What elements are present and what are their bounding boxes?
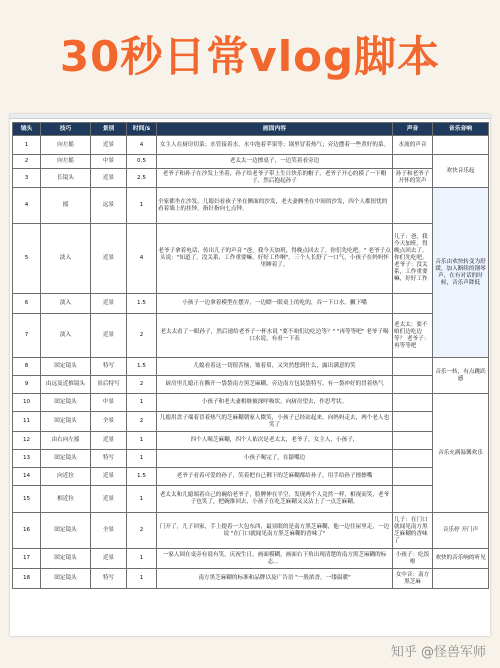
table-row <box>13 468 489 486</box>
content-cell: 儿媳用盘子端着冒着热气的芝麻糊朝家人微笑，小孩子已经站起来，向妈妈走去，两个老人也笑了 <box>157 412 393 432</box>
shot-cell: 13 <box>13 450 41 468</box>
content-cell: 老太太一边擦桌子，一边笑着看旁边 <box>157 155 393 169</box>
scale-cell: 全景 <box>91 412 127 432</box>
scale-cell: 近景 <box>91 294 127 314</box>
shot-cell: 2 <box>13 155 41 169</box>
table-row <box>13 224 489 294</box>
scale-cell: 中景 <box>91 155 127 169</box>
header-shot: 镜头 <box>13 123 41 136</box>
time-cell: 4 <box>127 136 157 155</box>
technique-cell: 长镜头 <box>41 169 91 188</box>
sound-cell <box>393 155 433 169</box>
content-cell: 老爷子拿着电话，传出儿子的声音 "爸，我今天加班，得晚点回去了，你们先吃吧。" 老爷子点头说："知道了，没关系，工作重要嘛，好好工作啊"，三个人长舒了一口气，小孩子在妈妈怀里睡着了。 <box>157 224 393 294</box>
sheet-toolbar <box>10 114 490 119</box>
content-cell: 全家都坐在沙发，儿媳妇看孩子坐在侧面的沙发，老夫妻俩坐在中间的沙发，四个人都扭忧的看着墙上的挂钟。指针指向七点钟。 <box>157 188 393 224</box>
header-content: 画面内容 <box>157 123 393 136</box>
technique-cell: 摇 <box>41 188 91 224</box>
scale-cell: 近景 <box>91 549 127 569</box>
shot-cell: 18 <box>13 569 41 589</box>
shot-cell: 5 <box>13 224 41 294</box>
sound-cell <box>393 358 433 376</box>
header-sound: 声音 <box>393 123 433 136</box>
music-cell: 音乐由欢快转变为舒缓，加入断续的钢琴声，在有对话的时候，音乐声降低 <box>433 188 489 358</box>
shot-cell: 6 <box>13 294 41 314</box>
time-cell: 2 <box>127 513 157 549</box>
time-cell: 1 <box>127 450 157 468</box>
time-cell: 1 <box>127 549 157 569</box>
sound-cell: 老太太：要不咱们边吃边等？ 老爷子：再等等吧 <box>393 314 433 358</box>
content-cell: 老太太和儿媳端着自己的碗给老爷子，脸脾伸在半空，发现两个人竟然一样，相视而笑，老爷子也笑了，把碗推回去，小孩子在吃芝麻糊又又沾上了一点芝麻糊。 <box>157 486 393 513</box>
sound-cell: 小孩子：吃饭啦 <box>393 549 433 569</box>
header-scale: 景别 <box>91 123 127 136</box>
table-row <box>13 169 489 188</box>
technique-cell: 固定镜头 <box>41 569 91 589</box>
technique-cell: 固定镜头 <box>41 394 91 412</box>
scale-cell: 近景 <box>91 224 127 294</box>
time-cell: 1 <box>127 486 157 513</box>
shot-cell: 16 <box>13 513 41 549</box>
content-cell: 厨房里儿媳正在撕开一袋袋南方黑芝麻糊，旁边南方包装袋特写，有一袋冲好的冒着热气 <box>157 376 393 394</box>
table-row <box>13 188 489 224</box>
sound-cell: 水流的声音 <box>393 136 433 155</box>
scale-cell: 近景 <box>91 169 127 188</box>
technique-cell: 淡入 <box>41 224 91 294</box>
technique-cell: 相近拉 <box>41 486 91 513</box>
content-cell: 小孩子一边拿着模型在摆弄，一边瞟一眼桌上的吃的，吞一下口水，撇下嘴 <box>157 294 393 314</box>
content-cell: 老爷子看着可爱的孙子，笑着把自己剩下的芝麻糊都给孙子，用手给孙子擦擦嘴 <box>157 468 393 486</box>
content-cell: 南方黑芝麻糊的标准和品牌以及广告语 "一股浓香，一缕温暖" <box>157 569 393 589</box>
table-row <box>13 412 489 432</box>
time-cell: 2.5 <box>127 169 157 188</box>
scale-cell: 近景 <box>91 314 127 358</box>
technique-cell: 固定镜头 <box>41 450 91 468</box>
time-cell: 1 <box>127 569 157 589</box>
header-time: 时间/s <box>127 123 157 136</box>
scale-cell: 景后特写 <box>91 376 127 394</box>
shot-cell: 3 <box>13 169 41 188</box>
technique-cell: 固定镜头 <box>41 549 91 569</box>
technique-cell: 淡入 <box>41 314 91 358</box>
shot-cell: 8 <box>13 358 41 376</box>
sound-cell: 女中音：南方黑芝麻 <box>393 569 433 589</box>
scale-cell: 特写 <box>91 450 127 468</box>
table-row <box>13 358 489 376</box>
music-cell <box>433 569 489 589</box>
shot-cell: 9 <box>13 376 41 394</box>
table-row <box>13 155 489 169</box>
technique-cell: 由远及近推镜头 <box>41 376 91 394</box>
header-technique: 技巧 <box>41 123 91 136</box>
sound-cell <box>393 188 433 224</box>
page-title: 30秒日常vlog脚本 <box>59 32 441 81</box>
shot-cell: 1 <box>13 136 41 155</box>
technique-cell: 固定镜头 <box>41 358 91 376</box>
time-cell: 1.5 <box>127 468 157 486</box>
content-cell: 儿媳看着这一切很苦恼，皱着眉，又突然想到什么，露出满意的笑 <box>157 358 393 376</box>
sound-cell: 儿子：在门口就闻见南方黑芝麻糊的香味了 <box>393 513 433 549</box>
time-cell: 1.5 <box>127 358 157 376</box>
shot-cell: 17 <box>13 549 41 569</box>
music-cell: 欢快的音乐响的听见 <box>433 549 489 569</box>
technique-cell: 向左摇 <box>41 155 91 169</box>
time-cell: 1.5 <box>127 294 157 314</box>
scale-cell: 全景 <box>91 513 127 549</box>
header-music: 音乐音响 <box>433 123 489 136</box>
shot-cell: 12 <box>13 432 41 450</box>
table-row <box>13 549 489 569</box>
watermark: 知乎 @怪兽军师 <box>390 645 486 660</box>
technique-cell: 淡入 <box>41 294 91 314</box>
time-cell: 1 <box>127 188 157 224</box>
content-cell: 女主人在厨房切菜；水管接着水，水中泡着苹果等；锅里冒着热气；旁边摆着一些煮好的菜。 <box>157 136 393 155</box>
scale-cell: 远景 <box>91 188 127 224</box>
header-row <box>13 123 489 136</box>
music-cell: 音乐充满温馨欢乐 <box>433 394 489 513</box>
scale-cell: 特写 <box>91 569 127 589</box>
table-row <box>13 486 489 513</box>
sound-cell <box>393 294 433 314</box>
technique-cell: 向左摇 <box>41 136 91 155</box>
spreadsheet-sheet <box>10 114 490 636</box>
table-row <box>13 294 489 314</box>
sound-cell: 孙子和老爷子开怀的笑声 <box>393 169 433 188</box>
shot-cell: 7 <box>13 314 41 358</box>
sound-cell <box>393 468 433 486</box>
time-cell: 2 <box>127 314 157 358</box>
scale-cell: 特写 <box>91 358 127 376</box>
content-cell: 四个人喝芝麻糊，四个人依次是老太太，老爷子，女主人，小孩子， <box>157 432 393 450</box>
shot-cell: 15 <box>13 486 41 513</box>
music-cell: 欢快音乐起 <box>433 155 489 188</box>
scale-cell: 近景 <box>91 486 127 513</box>
music-cell <box>433 136 489 155</box>
content-cell: 一家人围在桌旁有说有笑，庆祝生日。画面模糊，画面右下角出现清楚的南方黑芝麻糊的标志。。 <box>157 549 393 569</box>
technique-cell: 向近拉 <box>41 468 91 486</box>
content-cell: 小孩子和老夫妻相继被深呼吸状，向厨房望去，作思考状。 <box>157 394 393 412</box>
scale-cell: 中景 <box>91 394 127 412</box>
time-cell: 4 <box>127 224 157 294</box>
shot-cell: 10 <box>13 394 41 412</box>
time-cell: 1 <box>127 394 157 412</box>
shot-cell: 4 <box>13 188 41 224</box>
sound-cell <box>393 394 433 412</box>
sound-cell <box>393 376 433 394</box>
content-cell: 老爷子和孙子在沙发上坐着，孙子给老爷子带上生日快乐的帽子，老爷子开心的摸了一下帽子，然后抱起孙子 <box>157 169 393 188</box>
time-cell: 2 <box>127 376 157 394</box>
content-cell: 老太太看了一眼孙子，然后递给老爷子一杯水说 "要不咱们边吃边等？" "再等等吧" 老爷子喝口水说，有看一下表 <box>157 314 393 358</box>
technique-cell: 固定镜头 <box>41 412 91 432</box>
time-cell: 2 <box>127 412 157 432</box>
shot-cell: 14 <box>13 468 41 486</box>
sound-cell <box>393 486 433 513</box>
shot-cell: 11 <box>13 412 41 432</box>
music-cell: 音乐停 开门声 <box>433 513 489 549</box>
table-row <box>13 314 489 358</box>
table-row <box>13 376 489 394</box>
time-cell: 1 <box>127 432 157 450</box>
content-cell: 门开了，儿子回家，手上提着一大包东西，最显眼的是南方黑芝麻糊，他一边往屋里走，一边说 "在门口就闻见南方黑芝麻糊的香味了" <box>157 513 393 549</box>
sound-cell <box>393 450 433 468</box>
technique-cell: 由右向左摇 <box>41 432 91 450</box>
scale-cell: 近景 <box>91 432 127 450</box>
content-cell: 小孩子喝完了，在舔嘴边 <box>157 450 393 468</box>
scale-cell: 近景 <box>91 468 127 486</box>
table-row <box>13 394 489 412</box>
time-cell: 0.5 <box>127 155 157 169</box>
technique-cell: 固定镜头 <box>41 513 91 549</box>
table-row <box>13 450 489 468</box>
music-cell: 音乐一转，有点跳跃感 <box>433 358 489 394</box>
script-table <box>12 122 489 589</box>
sound-cell <box>393 412 433 432</box>
table-row <box>13 513 489 549</box>
table-row <box>13 136 489 155</box>
scale-cell: 近景 <box>91 136 127 155</box>
table-row <box>13 432 489 450</box>
sound-cell <box>393 432 433 450</box>
table-row <box>13 569 489 589</box>
sound-cell: 儿子：爸，我今天加班，得晚点回去了，你们先吃吧。 老爷子：没关系，工作重要嘛，好好工作 <box>393 224 433 294</box>
